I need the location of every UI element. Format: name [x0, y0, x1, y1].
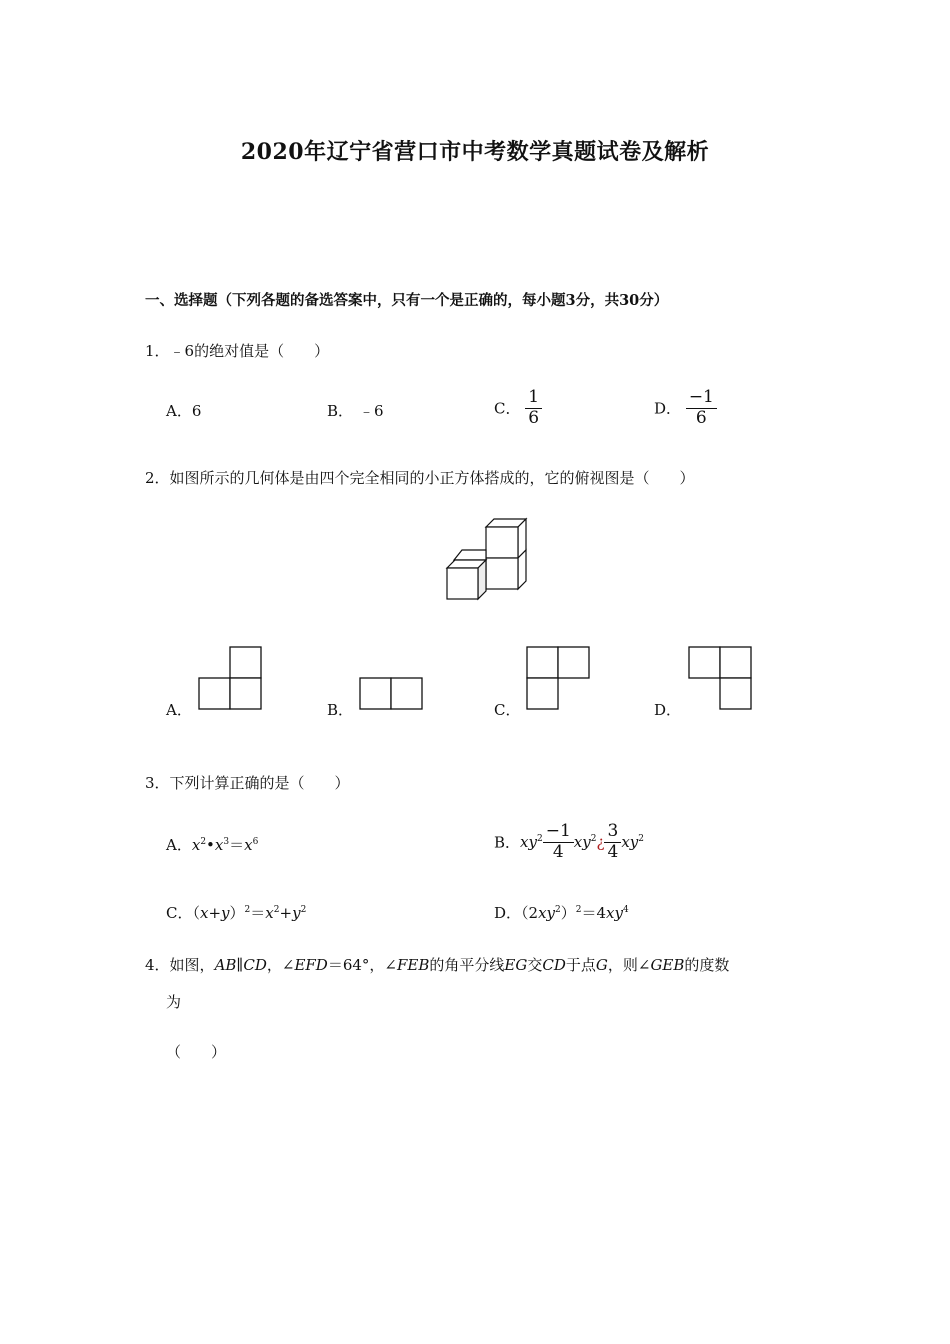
option-label: A．: [166, 836, 192, 854]
option-label: C．: [166, 904, 193, 922]
q2-option-a-label[interactable]: A．: [166, 701, 192, 719]
option-label: D．: [494, 904, 522, 922]
q1-option-b[interactable]: [327, 400, 384, 421]
q3-option-a[interactable]: A．$x^2•x^3=x^6$: [166, 836, 259, 854]
stem-text: 的角平分线: [429, 956, 505, 974]
angle-feb: FEB: [397, 956, 430, 974]
option-text: 6: [191, 402, 202, 420]
q3-option-b[interactable]: B．$xy^2$ $\frac{-1}{4}$ $xy^2¿$ $\frac{3}{4}$ $xy^2$: [494, 821, 644, 862]
question-1-stem: 1．﹣6的绝对值是（ ）: [145, 342, 330, 360]
option-label: A．: [166, 402, 192, 420]
q3-option-c[interactable]: C．$(x+y)^2=x^2+y^2$: [166, 904, 307, 922]
page-title: 2020年辽宁省营口市中考数学真题试卷及解析: [240, 139, 710, 165]
fraction: [604, 822, 621, 862]
numerator: 1: [525, 388, 542, 409]
angle-geb: GEB: [650, 956, 685, 974]
q3-option-d[interactable]: D．$(2xy^2)^2=4xy^4$: [494, 904, 629, 922]
q1-option-a[interactable]: [166, 400, 201, 421]
question-4-stem-line2: 为: [166, 993, 182, 1011]
q1-option-d[interactable]: [654, 388, 717, 428]
stem-text: 交: [527, 956, 543, 974]
question-2-stem: 2．如图所示的几何体是由四个完全相同的小正方体搭成的，它的俯视图是（ ）: [145, 469, 695, 487]
q2-option-a-topview[interactable]: [198, 646, 262, 710]
misrendered-glyph: ¿: [596, 833, 605, 852]
denominator: 6: [695, 407, 707, 428]
parallel-symbol: ∥: [236, 956, 244, 974]
question-number: 4．: [145, 956, 170, 974]
numerator: −1: [543, 822, 574, 843]
option-label: D．: [654, 399, 682, 418]
angle-efd: EFD: [294, 956, 328, 974]
q2-option-b-label[interactable]: B．: [327, 701, 354, 719]
stem-text: ＝64°，∠: [327, 956, 397, 974]
stem-text: ，则∠: [607, 956, 651, 974]
stem-text: 于点: [565, 956, 596, 974]
question-3-stem: 3．下列计算正确的是（ ）: [145, 774, 350, 792]
fraction: [525, 388, 542, 428]
segment-cd: CD: [542, 956, 566, 974]
cube-solid-figure: [440, 510, 540, 610]
q2-option-c-label[interactable]: C．: [494, 701, 521, 719]
denominator: 6: [528, 407, 540, 428]
stem-text: 如图，: [169, 956, 215, 974]
fraction: [686, 388, 717, 428]
question-4-stem: [145, 954, 729, 975]
section-heading: 一、选择题（下列各题的备选答案中，只有一个是正确的，每小题3分，共30分）: [145, 292, 669, 309]
answer-blank: （ ）: [166, 1043, 227, 1061]
option-label: B．: [494, 833, 521, 852]
segment-ab: AB: [214, 956, 237, 974]
segment-cd: CD: [243, 956, 267, 974]
line-eg: EG: [504, 956, 528, 974]
q2-option-c-topview[interactable]: [526, 646, 590, 710]
q2-option-d-label[interactable]: D．: [654, 701, 682, 719]
numerator: −1: [686, 388, 717, 409]
option-label: C．: [494, 399, 521, 418]
stem-text: ，∠: [266, 956, 295, 974]
fraction: [543, 822, 574, 862]
stem-text: 的度数: [684, 956, 730, 974]
option-label: B．: [327, 402, 354, 420]
denominator: 4: [552, 841, 564, 862]
denominator: 4: [607, 841, 619, 862]
q1-option-c[interactable]: [494, 388, 542, 428]
point-g: G: [595, 956, 608, 974]
q2-option-b-topview[interactable]: [359, 677, 423, 710]
numerator: 3: [604, 822, 621, 843]
q2-option-d-topview[interactable]: [688, 646, 752, 710]
option-text: ﹣6: [359, 402, 384, 420]
